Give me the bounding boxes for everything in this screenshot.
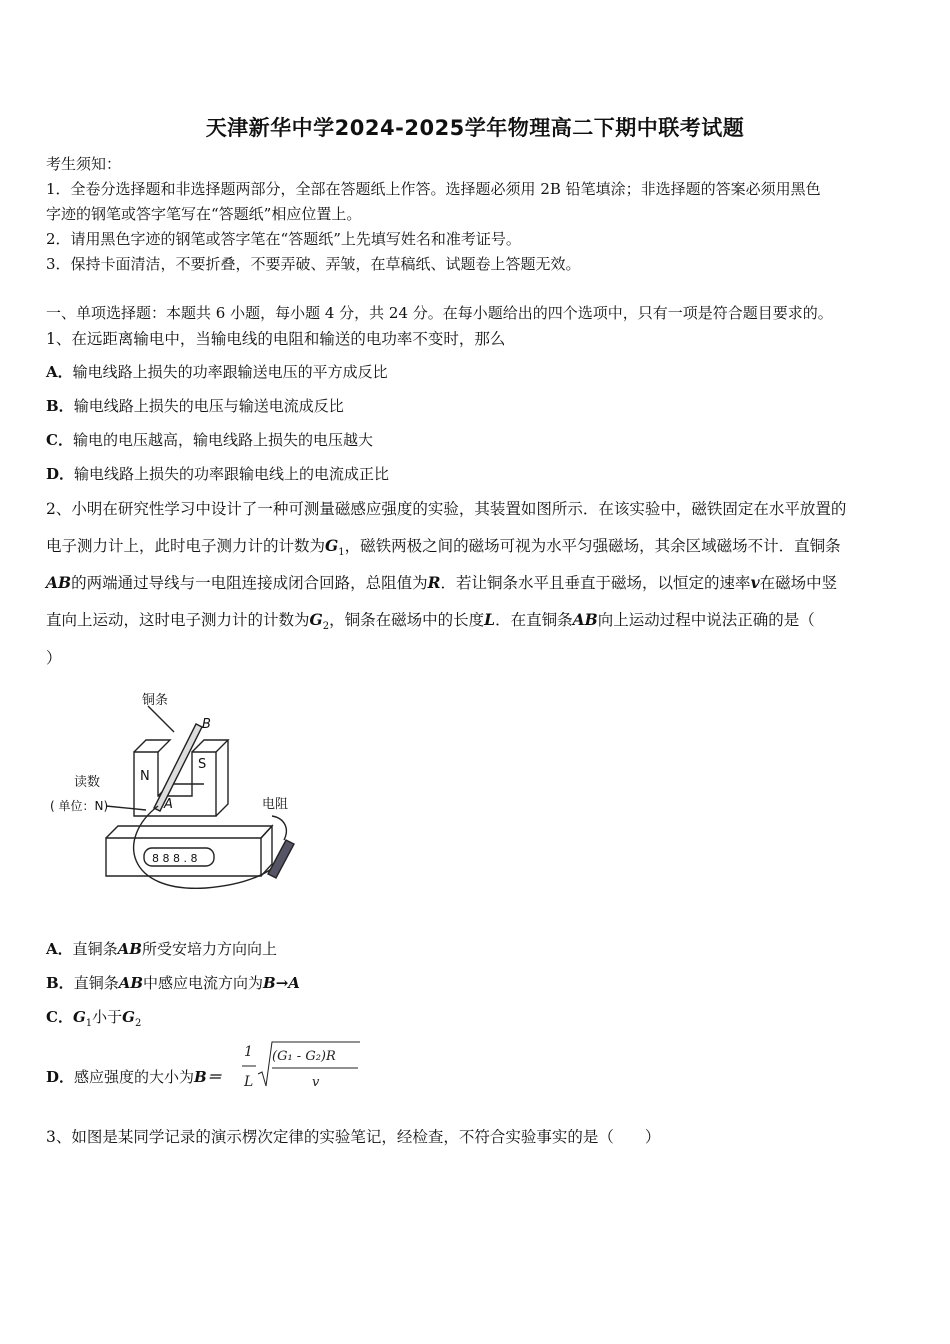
notice-heading: 考生须知：: [46, 155, 122, 173]
sub: 2: [322, 621, 330, 633]
copper-leader: [148, 706, 174, 732]
option-text: 输电线路上损失的功率跟输送电压的平方成反比: [72, 363, 388, 381]
option-letter: C．: [46, 431, 73, 449]
sub: 2: [134, 1018, 142, 1029]
text: 所受安培力方向向上: [141, 940, 277, 958]
q1-option-d: [46, 463, 389, 484]
var-r: R: [427, 573, 441, 592]
text: 直铜条: [72, 940, 118, 958]
text: ，铜条在磁场中的长度: [329, 611, 485, 629]
option-text: 输电线路上损失的电压与输送电流成反比: [73, 397, 344, 415]
label-display: 8 8 8 . 8: [152, 852, 198, 865]
q1-stem: 1、在远距离输电中，当输电线的电阻和输送的电功率不变时，那么: [46, 330, 506, 348]
q2-line-5: ）: [46, 649, 62, 667]
label-reading: 读数: [74, 775, 101, 790]
q1-option-a: [46, 361, 388, 382]
resistor-wire: [272, 816, 286, 840]
text: 向上运动过程中说法正确的是（: [597, 611, 815, 629]
magnet-top-left: [134, 740, 170, 752]
text: 感应强度的大小为: [74, 1068, 195, 1086]
label-copper: 铜条: [142, 693, 169, 708]
text: ．若让铜条水平且垂直于磁场，以恒定的速率: [440, 574, 751, 592]
label-b: B: [202, 717, 211, 732]
label-unit: ( 单位：N): [50, 799, 109, 813]
text: 直铜条: [73, 974, 119, 992]
option-letter: A．: [46, 363, 73, 381]
magnet-side: [216, 740, 228, 816]
var-ab: AB: [572, 610, 598, 629]
sub: 1: [338, 547, 345, 559]
var-btoa: B→A: [263, 974, 300, 992]
option-letter: D．: [46, 1068, 75, 1086]
var-ab: AB: [118, 974, 144, 992]
text: ．在直铜条: [495, 611, 573, 629]
q2-line-4: [46, 608, 815, 632]
q1-option-c: [46, 429, 373, 450]
text: 的两端通过导线与一电阻连接成闭合回路，总阻值为: [71, 574, 428, 592]
var-g: G: [325, 536, 339, 555]
page-title: 天津新华中学2024-2025学年物理高二下期中联考试题: [205, 116, 745, 140]
formula-inner-den: v: [312, 1075, 320, 1090]
label-a: A: [164, 797, 173, 812]
q1-option-b: [46, 395, 344, 416]
var-g: G: [309, 610, 323, 629]
option-text: 输电的电压越高，输电线路上损失的电压越大: [72, 431, 373, 449]
option-letter: A．: [46, 940, 73, 958]
var-beq: B＝: [194, 1068, 222, 1086]
leader-line: [106, 806, 146, 810]
magnet-top-right: [192, 740, 228, 752]
q2-line-2: [46, 534, 841, 558]
var-ab: AB: [46, 573, 72, 592]
formula-b: [240, 1040, 370, 1092]
notice-item-1a: 1．全卷分选择题和非选择题两部分，全部在答题纸上作答。选择题必须用 2B 铅笔填涂；非选择题的答案必须用黑色: [46, 180, 821, 198]
q2-option-a: [46, 938, 277, 959]
var-g: G: [72, 1008, 86, 1026]
q3-stem: 3、如图是某同学记录的演示楞次定律的实验笔记，经检查，不符合实验事实的是（ ）: [46, 1128, 661, 1146]
q2-option-b: [46, 972, 300, 993]
q2-line-1: 2、小明在研究性学习中设计了一种可测量磁感应强度的实验，其装置如图所示．在该实验中，磁铁固定在水平放置的: [46, 500, 847, 518]
text: 在磁场中竖: [759, 574, 838, 592]
scale-base-top: [106, 826, 272, 838]
text: 小于: [92, 1008, 123, 1026]
formula-den: L: [244, 1074, 254, 1090]
var-v: v: [750, 573, 760, 592]
label-n: N: [140, 769, 150, 784]
var-g: G: [122, 1008, 135, 1026]
copper-bar: [154, 724, 202, 811]
text: 直向上运动，这时电子测力计的计数为: [46, 611, 310, 629]
formula-inner: (G₁ - G₂)R: [272, 1049, 336, 1064]
q2-option-c: [46, 1006, 141, 1029]
option-letter: C．: [46, 1008, 73, 1026]
text: 中感应电流方向为: [143, 974, 264, 992]
option-letter: D．: [46, 465, 75, 483]
section-heading: 一、单项选择题：本题共 6 小题，每小题 4 分，共 24 分。在每小题给出的四个选项中，只有一项是符合题目要求的。: [46, 304, 833, 322]
notice-item-1b: 字迹的钢笔或答字笔写在“答题纸”相应位置上。: [46, 205, 362, 223]
label-s: S: [198, 757, 207, 772]
formula-num: 1: [244, 1044, 253, 1060]
var-ab: AB: [117, 940, 142, 958]
option-letter: B．: [46, 397, 74, 415]
apparatus-figure: [46, 688, 316, 898]
label-resistor: 电阻: [262, 797, 289, 812]
sub: 1: [85, 1018, 93, 1029]
var-l: L: [484, 610, 496, 629]
notice-item-3: 3．保持卡面清洁，不要折叠，不要弄破、弄皱，在草稿纸、试题卷上答题无效。: [46, 255, 581, 273]
text: 电子测力计上，此时电子测力计的计数为: [46, 537, 326, 555]
notice-item-2: 2．请用黑色字迹的钢笔或答字笔在“答题纸”上先填写姓名和准考证号。: [46, 230, 521, 248]
option-letter: B．: [46, 974, 74, 992]
q2-line-3: [46, 571, 837, 593]
text: ，磁铁两极之间的磁场可视为水平匀强磁场，其余区域磁场不计．直铜条: [344, 537, 841, 555]
q2-option-d: [46, 1066, 222, 1087]
option-text: 输电线路上损失的功率跟输电线上的电流成正比: [74, 465, 390, 483]
